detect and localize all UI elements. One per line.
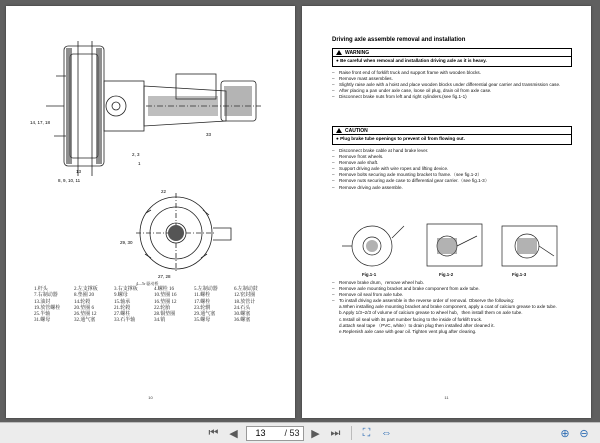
- legend-cell: 29.通气塞: [194, 312, 216, 318]
- legend-cell: 17.螺栓: [194, 299, 211, 305]
- callout-label: 14, 17, 18: [30, 120, 51, 125]
- legend-cell: 12.密封圈: [234, 293, 256, 299]
- warning-box: [332, 48, 572, 67]
- step-item: – Remove driving axle assemble.: [332, 184, 403, 190]
- steps-list-a: [332, 70, 572, 100]
- first-page-icon[interactable]: ⏮: [208, 426, 219, 439]
- figure-caption: 4—5r 驱动桥: [136, 281, 159, 286]
- legend-cell: 13.油封: [34, 299, 51, 305]
- legend-cell: 30.螺塞: [234, 312, 251, 318]
- page-number: 10: [148, 395, 153, 400]
- figure-caption-3: Fig.1-3: [512, 272, 527, 277]
- callout-label: 22: [161, 189, 167, 194]
- caution-label: CAUTION: [345, 127, 368, 134]
- legend-cell: 2.左支撑板: [74, 287, 98, 292]
- step-item: b.Apply 1/3~2/3 of volume of calcium grease to wheel hub，then install them on axle tube.: [339, 310, 523, 316]
- legend-cell: 19.放管螺栓: [34, 305, 61, 311]
- legend-cell: 10.垫圈 16: [154, 293, 177, 299]
- legend-cell: 3.右支撑板: [114, 287, 138, 292]
- legend-cell: 28.铜垫圈: [154, 312, 176, 318]
- toolbar-separator: [351, 426, 352, 440]
- warning-icon: [336, 50, 342, 55]
- legend-row: [32, 318, 272, 324]
- legend-cell: 35.螺母: [194, 318, 211, 324]
- legend-cell: 31.螺母: [34, 318, 51, 324]
- step-item: – Remove axle mounting bracket and brake component from axle tube.: [332, 286, 480, 292]
- step-item: – Remove front wheels.: [332, 154, 384, 160]
- last-page-icon[interactable]: ⏭: [330, 426, 341, 439]
- legend-cell: 16.垫圈 12: [154, 299, 177, 305]
- warning-label: WARNING: [345, 49, 370, 56]
- legend-cell: 4.螺栓 16: [154, 287, 175, 292]
- step-item: e.Replenish axle case with gear oil. Tighten vent plug after clearing.: [339, 328, 477, 334]
- steps-list-c: [332, 280, 572, 335]
- section-title: Driving axle assemble removal and installation: [332, 37, 466, 43]
- page-right: [302, 6, 591, 418]
- legend-cell: 18.放管计: [234, 299, 256, 305]
- legend-cell: 33.石半轴: [114, 318, 136, 324]
- figure-caption-1: Fig.1-1: [362, 272, 377, 277]
- total-pages-label: / 53: [284, 428, 300, 438]
- step-item: c.Install oil seal with its part number facing to the inside of forklift truck.: [339, 316, 483, 322]
- prev-page-icon[interactable]: ◀: [229, 427, 238, 440]
- page-number: 11: [444, 395, 449, 400]
- legend-cell: 15.轴承: [114, 299, 131, 305]
- figure-caption-2: Fig.1-2: [439, 272, 454, 277]
- callout-label: 33: [206, 132, 212, 137]
- legend-cell: 26.垫圈 12: [74, 312, 97, 318]
- step-item: – Slightly raise axle with a hoist and place wooden blocks under differential gear carrier and transmission case.: [332, 82, 561, 88]
- legend-cell: 22.轮胎: [154, 305, 171, 311]
- callout-label: 8, 9, 10, 11: [58, 178, 81, 183]
- next-page-icon[interactable]: ▶: [311, 427, 320, 440]
- page-left: [6, 6, 295, 418]
- legend-cell: 32.通气塞: [74, 318, 96, 324]
- legend-cell: 14.轮毂: [74, 299, 91, 305]
- legend-cell: 23.轮辋: [194, 305, 211, 311]
- step-item: – Remove nuts securing axle case to differential gear carrier.（see fig.1-3）: [332, 178, 490, 184]
- legend-cell: 11.螺栓: [194, 293, 211, 299]
- step-item: – Disconnect brake cable at hand brake lever.: [332, 148, 429, 153]
- step-item: a.When installing axle mounting bracket and brake component, apply a coat of calcium grease to axle tube.: [339, 304, 557, 310]
- step-item: – Remove brake drum，remove wheel hub.: [332, 280, 425, 285]
- step-item: – Raise front end of forklift truck and support frame with wooden blocks.: [332, 70, 481, 75]
- callout-label: 2, 3: [132, 152, 140, 157]
- step-item: – Disconnect brake nuts from left and right cylinders.(see fig.1-1): [332, 94, 467, 100]
- step-item: – Remove axle shaft.: [332, 160, 379, 166]
- step-item: d.attach seal tape （PVC, white）to drain plug then installed after cleaned it.: [339, 322, 495, 328]
- legend-cell: 34.销: [154, 318, 166, 324]
- caution-icon: [336, 128, 342, 133]
- caution-box: [332, 126, 572, 145]
- legend-cell: 8.垫圈 20: [74, 293, 95, 299]
- viewer-toolbar: [0, 422, 600, 443]
- step-item: – Support driving axle with wire ropes and lifting device.: [332, 166, 449, 172]
- callout-label: 1: [138, 161, 141, 166]
- zoom-out-icon[interactable]: ⊖: [579, 428, 589, 440]
- legend-cell: 36.螺塞: [234, 318, 251, 324]
- current-page-input[interactable]: [250, 428, 266, 438]
- fit-page-icon[interactable]: ⛶: [362, 426, 371, 439]
- removal-figures-drawing: [342, 216, 562, 274]
- legend-cell: 25.半轴: [34, 312, 51, 318]
- legend-cell: 9.螺母: [114, 293, 128, 299]
- axle-end-view-drawing: [131, 188, 241, 278]
- legend-cell: 21.轮毂: [114, 305, 131, 311]
- warning-text: ● Be careful when removal and installation driving axle as it is heavy.: [336, 58, 487, 63]
- legend-cell: 24.石头: [234, 305, 251, 311]
- legend-cell: 1.杆头: [34, 287, 48, 292]
- step-item: – Remove oil seal from axle tube.: [332, 292, 404, 298]
- legend-cell: 27.螺柱: [114, 312, 131, 318]
- caution-text: ● Plug brake tube openings to prevent oil from flowing out.: [336, 136, 465, 141]
- legend-cell: 6.左制动鼓: [234, 287, 258, 292]
- steps-list-b: [332, 148, 572, 191]
- callout-label: 13: [76, 169, 82, 174]
- legend-cell: 20.垫圈 6: [74, 305, 95, 311]
- legend-cell: 5.左制动器: [194, 287, 218, 292]
- parts-legend-table: [32, 287, 272, 325]
- fit-width-icon[interactable]: ⇔: [381, 427, 392, 439]
- step-item: – To install driving axle assemble in the reverse order of removal. Observe the following:: [332, 298, 515, 304]
- callout-label: 27, 28: [158, 274, 171, 279]
- legend-cell: 7.右制动器: [34, 293, 58, 299]
- callout-label: 29, 30: [120, 240, 133, 245]
- zoom-in-icon[interactable]: ⊕: [560, 428, 570, 440]
- axle-cross-section-drawing: [26, 36, 276, 186]
- step-item: – Remove mast assemblies.: [332, 76, 393, 82]
- page-navigator: [246, 426, 304, 441]
- step-item: – After placing a pan under axle case, loose oil plug, drain oil from axle case.: [332, 88, 492, 94]
- step-item: – Remove bolts securing axle mounting bracket to frame.（see fig.1-2）: [332, 172, 482, 178]
